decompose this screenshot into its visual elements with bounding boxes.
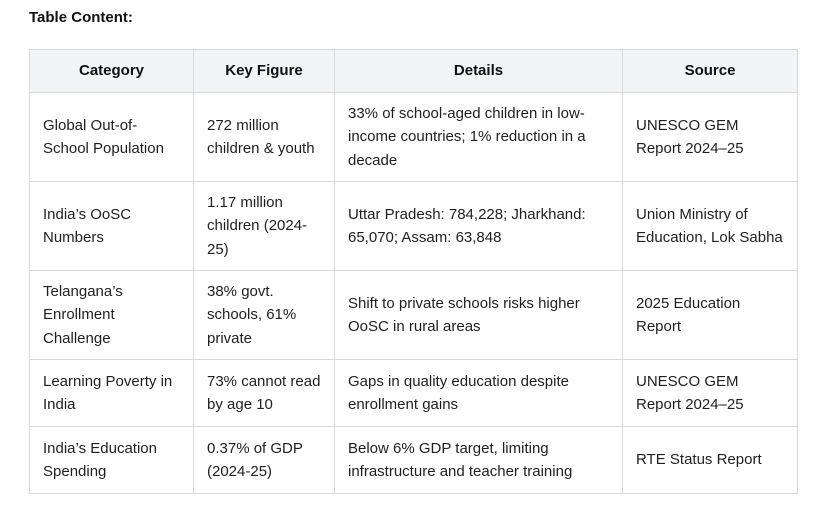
table-row xyxy=(30,271,798,360)
cell-key-figure: 0.37% of GDP (2024-25) xyxy=(194,427,335,494)
cell-category: Global Out-of-School Population xyxy=(30,93,194,182)
cell-category: India’s Education Spending xyxy=(30,427,194,494)
cell-source: UNESCO GEM Report 2024–25 xyxy=(623,360,798,427)
cell-key-figure: 38% govt. schools, 61% private xyxy=(194,271,335,360)
cell-source: Union Ministry of Education, Lok Sabha xyxy=(623,182,798,271)
cell-category: Learning Poverty in India xyxy=(30,360,194,427)
cell-details: Below 6% GDP target, limiting infrastructure and teacher training xyxy=(335,427,623,494)
column-header-key-figure: Key Figure xyxy=(194,50,335,93)
cell-key-figure: 272 million children & youth xyxy=(194,93,335,182)
table-row xyxy=(30,93,798,182)
cell-details: 33% of school-aged children in low-income countries; 1% reduction in a decade xyxy=(335,93,623,182)
cell-source: 2025 Education Report xyxy=(623,271,798,360)
cell-details: Uttar Pradesh: 784,228; Jharkhand: 65,070; Assam: 63,848 xyxy=(335,182,623,271)
table-row xyxy=(30,182,798,271)
cell-details: Shift to private schools risks higher OoSC in rural areas xyxy=(335,271,623,360)
cell-source: RTE Status Report xyxy=(623,427,798,494)
cell-details: Gaps in quality education despite enrollment gains xyxy=(335,360,623,427)
column-header-details: Details xyxy=(335,50,623,93)
table-heading: Table Content: xyxy=(29,9,133,26)
table-row xyxy=(30,360,798,427)
table-header-row xyxy=(30,50,798,93)
column-header-category: Category xyxy=(30,50,194,93)
cell-key-figure: 73% cannot read by age 10 xyxy=(194,360,335,427)
table-row xyxy=(30,427,798,494)
cell-key-figure: 1.17 million children (2024-25) xyxy=(194,182,335,271)
cell-category: Telangana’s Enrollment Challenge xyxy=(30,271,194,360)
cell-source: UNESCO GEM Report 2024–25 xyxy=(623,93,798,182)
content-table xyxy=(29,49,798,494)
column-header-source: Source xyxy=(623,50,798,93)
cell-category: India’s OoSC Numbers xyxy=(30,182,194,271)
